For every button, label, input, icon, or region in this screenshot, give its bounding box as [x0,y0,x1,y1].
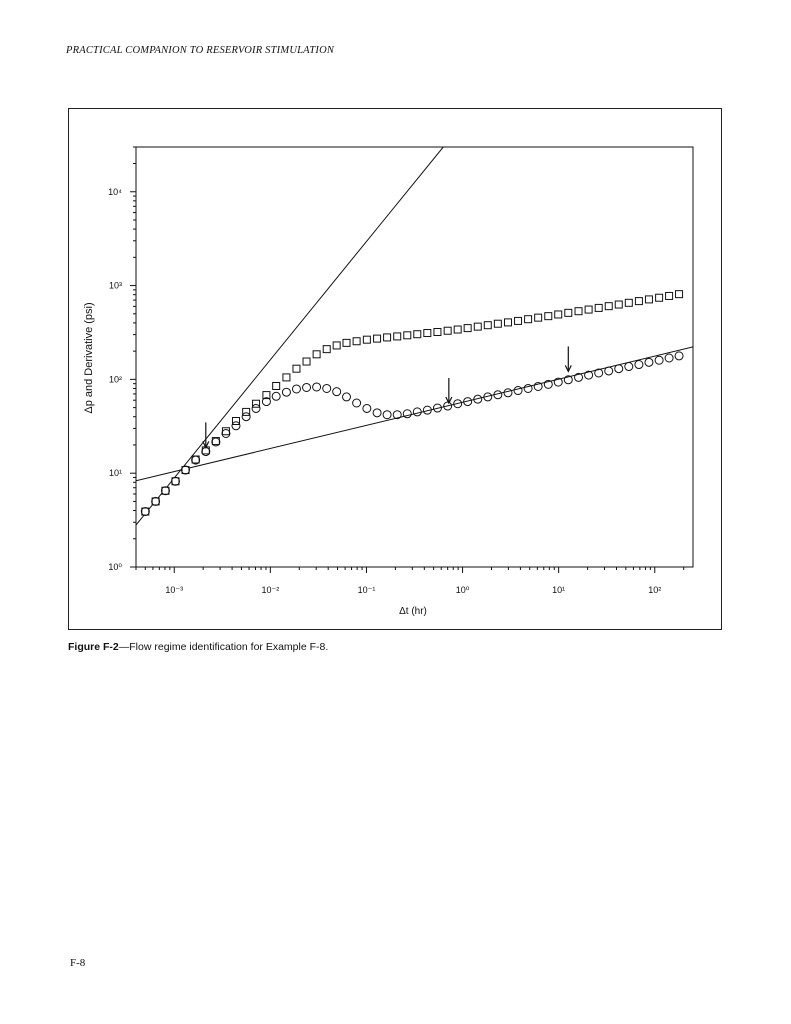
derivative-point [323,384,331,392]
pressure-point [525,316,532,323]
pressure-point [232,418,239,425]
y-tick-label: 10¹ [108,468,122,479]
pressure-point [635,298,642,305]
pressure-point [444,327,451,334]
derivative-point [514,387,522,395]
pressure-point [353,338,360,345]
x-tick-label: 10⁻³ [165,585,184,595]
pressure-point [515,317,522,324]
pressure-point [625,299,632,306]
pressure-point [454,326,461,333]
derivative-point [303,383,311,391]
derivative-point [635,361,643,369]
derivative-point [353,399,361,407]
derivative-point [342,393,350,401]
derivative-point [292,385,300,393]
pressure-point [504,319,511,326]
pressure-point [605,303,612,310]
pressure-point [656,294,663,301]
pressure-point [595,304,602,311]
derivative-point [615,365,623,373]
pressure-point [645,296,652,303]
pressure-point [172,478,179,485]
pressure-point [666,292,673,299]
derivative-point [605,367,613,375]
page-number: F-8 [70,957,86,969]
derivative-point [665,354,673,362]
y-tick-label: 10⁴ [108,186,122,197]
figure-caption [68,641,328,653]
pressure-point [545,313,552,320]
y-tick-label: 10³ [108,280,122,291]
derivative-point [504,389,512,397]
derivative-point [403,410,411,418]
derivative-point [282,388,290,396]
pressure-point [575,308,582,315]
pressure-point [283,374,290,381]
pressure-point [253,400,260,407]
derivative-point [272,392,280,400]
pressure-point [434,328,441,335]
pressure-point [162,487,169,494]
caption-label: Figure F-2 [68,641,119,653]
x-axis-label: Δt (hr) [399,606,427,617]
pressure-point [384,334,391,341]
pressure-point [374,335,381,342]
pressure-point [676,291,683,298]
y-tick-label: 10² [108,374,122,385]
pressure-point [303,358,310,365]
pressure-point [343,339,350,346]
y-axis-label: Δp and Derivative (psi) [83,302,95,414]
x-tick-label: 10⁰ [455,585,470,595]
pressure-point [474,323,481,330]
derivative-point [313,383,321,391]
derivative-point [675,352,683,360]
derivative-point [595,369,603,377]
pressure-point [313,351,320,358]
derivative-point [363,404,371,412]
pressure-point [293,365,300,372]
pressure-point [414,331,421,338]
x-tick-label: 10² [648,585,662,595]
pressure-point [333,342,340,349]
pressure-point [152,498,159,505]
pressure-point [424,330,431,337]
pressure-point [484,322,491,329]
pressure-point [565,309,572,316]
derivative-point [524,384,532,392]
derivative-point [645,358,653,366]
pressure-point [464,325,471,332]
plot-area-border [136,147,693,567]
pressure-point [535,314,542,321]
pressure-point [243,408,250,415]
derivative-point [655,356,663,364]
pressure-point [555,311,562,318]
derivative-point [413,408,421,416]
pressure-point [222,428,229,435]
derivative-point [383,411,391,419]
caption-text: —Flow regime identification for Example F-8. [118,641,329,653]
pressure-point [615,301,622,308]
pressure-point [363,336,370,343]
pressure-point [142,508,149,515]
derivative-point [625,363,633,371]
x-tick-label: 10⁻² [261,585,280,595]
x-tick-label: 10⁻¹ [357,585,376,595]
pressure-point [182,467,189,474]
x-tick-label: 10¹ [552,585,566,595]
derivative-point [373,409,381,417]
pressure-point [585,306,592,313]
running-head: PRACTICAL COMPANION TO RESERVOIR STIMULATION [66,45,335,56]
y-tick-label: 10⁰ [108,562,122,572]
derivative-point [333,388,341,396]
pressure-point [323,346,330,353]
pressure-point [273,383,280,390]
pressure-point [494,320,501,327]
pressure-point [404,332,411,339]
pressure-point [394,333,401,340]
